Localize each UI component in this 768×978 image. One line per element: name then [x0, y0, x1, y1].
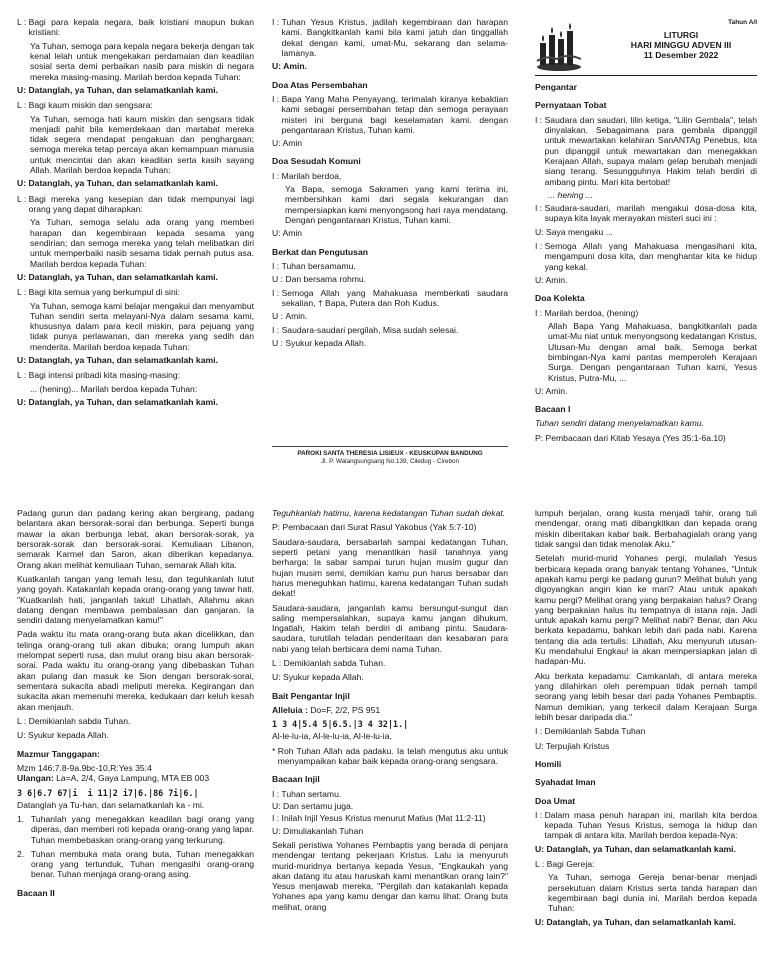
psalm-verse: 1. Tuhanlah yang menegakkan keadilan bagi orang yang diperas, dan memberi roti kepada orang-orang yang lapar. Tuhan membebaskan orang-orang yang terkurung. — [17, 813, 254, 845]
amen: U: Amin — [272, 228, 303, 239]
refrain-notation: 3 6|6.7 67|i i 11|2 i7|6.|86 7i|6.| — [17, 787, 199, 798]
collect-body: Allah Bapa Yang Mahakuasa, bangkitkanlah pada umat-Mu niat untuk menyongsong kedatangan Kristus, Utusan-Mu dengan amal baik. Semoga berkat bimbingan-Nya kami pantas memperoleh Kerajaan Surga. Dengan pengantaraan Tuhan kami, Yesus Kristus, Putra-Mu, ... — [548, 320, 757, 383]
section-heading-penitential: Pernyataan Tobat — [535, 100, 607, 111]
section-heading-collect: Doa Kolekta — [535, 293, 585, 304]
section-heading-blessing: Berkat dan Pengutusan — [272, 246, 368, 257]
petition-personal: L : Bagi intensi pribadi kita masing-masing: — [17, 370, 181, 381]
gospel-dialogue: U: Dan sertamu juga. — [272, 800, 354, 811]
response: U: Datanglah, ya Tuhan, dan selamatkanlah kami. — [17, 355, 218, 366]
closing-prayer: I : Tuhan Yesus Kristus, jadilah kegembiraan dan harapan kami. Bangkitkanlah kami bila kami jatuh dan tinggallah dekat dengan kami, umat-Mu, sekarang dan selama-lamanya. — [272, 17, 508, 58]
reading2-gospel-column — [272, 508, 508, 973]
gospel-paragraph: Setelah murid-murid Yohanes pergi, mulailah Yesus berbicara kepada orang banyak tentang Yohanes, "Untuk apakah kamu pergi ke padang gurun? Melihat buluh yang digoyangkan angin kian ke mari? Atau untuk apakah kamu pergi? Melihat orang yang berpakaian halus? Orang yang berpakaian halus itu tempatnya di istana raja. Jadi untuk apakah kamu pergi? Melihat nabi? Benar, dan Aku berkata kepadamu, bahkan lebih dari pada nabi. Karena tentang dia ada tertulis: Lihatlah, Aku menyuruh utusan-Ku mendahului Engkau! ia akan mempersiapkan jalan di hadapan-Mu. — [535, 553, 757, 667]
collect-invite: I : Marilah berdoa, (hening) — [535, 307, 639, 318]
liturgical-year: Tahun A/I — [728, 19, 757, 26]
petition-poor: L : Bagi kaum miskin dan sengsara: — [17, 100, 153, 111]
blessing-line: U : Syukur kepada Allah. — [272, 337, 367, 348]
alleluia-lyric: Al-le-lu-ia, Al-le-lu-ia, Al-le-lu-ia, — [272, 731, 392, 742]
reading-paragraph: Saudara-saudara, bersabarlah sampai kedatangan Tuhan, seperti petani yang menantikan hasil tanahnya yang berharga: Ia sabar sampai turun hujan musim gugur dan hujan musim semi, demikian kamu pun harus bersabar dan harus meneguhkan hatimu, karena kedatangan Tuhan sudah dekat! — [272, 536, 508, 599]
alleluia-line: Alleluia : Do=F, 2/2, PS 951 — [272, 705, 381, 715]
section-heading-prayers: Doa Umat — [535, 795, 576, 806]
reading-paragraph: Kuatkanlah tangan yang lemah lesu, dan teguhkanlah lutut yang goyah. Katakanlah kepada orang-orang yang tawar hati, "Kuatkanlah hati, janganlah takut! Lihatlah, Allahmu akan datang dengan membawa pembalasan dan ganjaran. Ia sendiri datang menyelamatkan kamu!" — [17, 573, 254, 626]
acclamation-verse: * Roh Tuhan Allah ada padaku. Ia telah mengutus aku untuk menyampaikan kabar baik kepada orang-orang sengsara. — [272, 745, 508, 767]
section-heading-communion: Doa Sesudah Komuni — [272, 156, 361, 167]
section-heading-reading2: Bacaan II — [17, 887, 55, 898]
psalm-reference: Mzm 146:7.8-9a.9bc-10,R:Yes 35:4 — [17, 762, 152, 773]
closing-rites-column — [272, 17, 508, 442]
petition-assembly: L : Bagi kita semua yang berkumpul di sini: — [17, 287, 181, 298]
gospel-paragraph: Aku berkata kepadamu: Camkanlah, di antara mereka yang dilahirkan oleh perempuan tidak pernah tampil seorang yang lebih besar dari pada Yohanes Pembaptis. Namun demikian, yang terkecil dalam Kerajaan Surga lebih besar daripada dia." — [535, 670, 757, 722]
reading-paragraph: Pada waktu itu mata orang-orang buta akan dicelikkan, dan telinga orang-orang tuli akan dibuka; orang lumpuh akan melompat seperti rusa, dan mulut orang bisu akan bersorak-sorai. Pada waktu itu orang-orang yang dibebaskan Tuhan akan pulang dan masuk ke Sion dengan bersorak-sorai, sementara sukacita abadi meliputi mereka. Kegirangan dan sukacita akan memenuhi mereka, kedukaan dan keluh kesah akan menjauh. — [17, 629, 254, 712]
section-heading-psalm: Mazmur Tanggapan: — [17, 748, 100, 759]
reading-paragraph: Padang gurun dan padang kering akan bergirang, padang belantara akan bersorak-sorai dan berbunga. Seperti bunga mawar ia akan berbunga lebat, akan bersorak-sorak, ya bersorak-sorak dan bersorak-sorai. Kemuliaan Libanon, semarak Karmel dan Saron, akan diberikan kepadanya. Orang akan melihat kemuliaan Tuhan, semarak Allah kita. — [17, 508, 254, 570]
psalm-verse: 2. Tuhan membuka mata orang buta, Tuhan menegakkan orang yang tertunduk, Tuhan mengasihi orang-orang benar. Tuhan menjaga orang-orang asing. — [17, 848, 254, 880]
response: U: Datanglah, ya Tuhan, dan selamatkanlah kami. — [535, 916, 736, 927]
gospel-paragraph: lumpuh berjalan, orang kusta menjadi tahir, orang tuli mendengar, orang mati dibangkitkan dan kepada orang miskin diberitakan kabar baik. Berbahagialah orang yang tidak sangsi dan tidak menolak Aku." — [535, 508, 757, 549]
communion-prayer-body: Ya Bapa, semoga Sakramen yang kami terima ini, membersihkan kami dari segala kekurangan dan mempersiapkan kami menyongsong hari raya mendatang. Dengan pengantaraan Kristus, Tuhan kami. — [285, 184, 508, 225]
blessing-line: U : Dan bersama rohmu. — [272, 274, 367, 285]
amen: U: Amin — [272, 138, 303, 149]
response: U: Datanglah, ya Tuhan, dan selamatkanlah kami. — [17, 178, 218, 189]
petition-body: Ya Tuhan, semoga selalu ada orang yang memberi harapan dan kegembiraan kepada sesama yang sendirian; dan semoga mereka yang telah melibatkan diri untuk memperbaiki nasib sesama tidak pernah putus asa. Marilah berdoa kepada Tuhan: — [30, 217, 254, 269]
section-heading-gospel-acclamation: Bait Pengantar Injil — [272, 690, 350, 701]
gospel-dialogue: I : Tuhan sertamu. — [272, 788, 342, 799]
communion-prayer: I : Marilah berdoa, — [272, 170, 342, 181]
response: U: Datanglah, ya Tuhan, dan selamatkanlah kami. — [17, 84, 218, 95]
amen: U: Amin. — [535, 385, 568, 396]
petition-church: L : Bagi Gereja: — [535, 859, 595, 870]
refrain-lyric: Datanglah ya Tu-han, dan selamatkanlah ka - mi. — [17, 799, 205, 810]
advent-candles-icon — [535, 17, 583, 72]
gospel-response: U: Terpujiah Kristus — [535, 740, 610, 751]
gospel-dialogue: I : Inilah Injil Yesus Kristus menurut Matius (Mat 11:2-11) — [272, 813, 486, 824]
reading1-psalm-column — [17, 508, 254, 973]
reading-close: L : Demikianlah sabda Tuhan. — [272, 658, 386, 669]
petition-lonely: L : Bagi mereka yang kesepian dan tidak mempunyai lagi orang yang dapat diharapkan: — [17, 193, 254, 214]
amen: U: Amin. — [272, 61, 308, 72]
penitential-intro: I : Saudara dan saudari, lilin ketiga, "Lilin Gembala", telah dinyalakan. Sebagaimana para gembala dipanggil untuk mewartakan kelahiran SanANTAg Penebus, kita pun dipanggil untuk mewartakan dan menegakkan Kerajaan Allah, supaya malam gelap berubah menjadi siang terang. Sesungguhnya Hakim telah berdiri di ambang pintu. Mari kita bertobat! — [535, 114, 757, 187]
gospel-paragraph: Sekali peristiwa Yohanes Pembaptis yang berada di penjara mendengar tentang pekerjaan Kristus. Lalu ia menyuruh murid-muridnya bertanya kepada Yesus, "Engkaukah yang akan datang itu atau haruskah kami menantikan orang lain?" Yesus menjawab mereka, "Pergilah dan katakanlah kepada Yohanes apa yang kamu dengar dan kamu lihat: Orang buta melihat, orang — [272, 839, 508, 912]
parish-name: PAROKI SANTA THERESIA LISIEUX - KEUSKUPAN BANDUNG — [297, 450, 483, 457]
refrain-line: Ulangan: La=A, 2/4, Gaya Lampung, MTA EB 003 — [17, 773, 210, 784]
reading-paragraph: Saudara-saudara, janganlah kamu bersungut-sungut dan saling mempersalahkan, supaya kamu jangan dihukum. Ingatlah, Hakim telah berdiri di ambang pintu. Saudara-saudara, turutilah teladan penderitaan dan kesabaran para nabi yang telah berbicara demi nama Tuhan. — [272, 602, 508, 654]
section-heading-reading1: Bacaan I — [535, 404, 571, 415]
parish-address: Jl. P. Walangsungsang No.139, Ciledug - Cirebon — [321, 457, 459, 465]
reading-theme: Tuhan sendiri datang menyelamatkan kamu. — [535, 418, 704, 429]
reading-theme: Teguhkanlah hatimu, karena kedatangan Tuhan sudah dekat. — [272, 508, 506, 518]
reading-reference: P: Pembacaan dari Surat Rasul Yakobus (Yak 5:7-10) — [272, 522, 477, 533]
gospel-prayers-column — [535, 508, 757, 973]
petition-body: Ya Tuhan, semoga hati kaum miskin dan sengsara tidak menjadi pahit bila kemerdekaan dan martabat mereka tidak segera mendapat pengakuan dan penghargaan; semoga mereka tetap percaya akan kemampuan manusia untuk mencintai dan akan keadilan serta kasih sayang Allah. Marilah berdoa kepada Tuhan: — [30, 113, 254, 176]
prayers-intro: I : Dalam masa penuh harapan ini, marilah kita berdoa kepada Tuhan Yesus Kristus, semoga la hidup dan tampak di antara kita. Marilah berdoa kepada-Nya: — [535, 809, 757, 841]
reading-reference: P: Pembacaan dari Kitab Yesaya (Yes 35:1-6a.10) — [535, 432, 726, 443]
confiteor: U: Saya mengaku ... — [535, 226, 613, 237]
parish-footer — [272, 446, 508, 465]
reading-close: L : Demikianlah sabda Tuhan. — [17, 715, 131, 726]
reading-response: U: Syukur kepada Allah. — [17, 730, 109, 741]
section-heading-offertory: Doa Atas Persembahan — [272, 79, 368, 90]
response: U: Datanglah, ya Tuhan, dan selamatkanlah kami. — [535, 843, 736, 854]
absolution: I : Semoga Allah yang Mahakuasa mengasihani kita, mengampuni dosa kita, dan menghantar kita ke hidup yang kekal. — [535, 241, 757, 272]
gospel-dialogue: U: Dimuliakanlah Tuhan — [272, 825, 364, 836]
petition-body: ... (hening)... Marilah berdoa kepada Tuhan: — [30, 383, 198, 394]
response: U: Datanglah, ya Tuhan, dan selamatkanlah kami. — [17, 271, 218, 282]
section-heading-homily: Homili — [535, 758, 562, 769]
petition-body: Ya Tuhan, semoga para kepala negara bekerja dengan tak kenal lelah untuk mengekakan perdamaian dan keadilan sosial serta demi perbaikan nasib para miskin di negara mereka masing-masing. Marilah berdoa kepada Tuhan: — [30, 40, 254, 82]
penitential-invite: I : Saudara-saudari, marilah mengakui dosa-dosa kita, supaya kita layak merayakan misteri suci ini : — [535, 203, 757, 224]
blessing-line: I : Tuhan bersamamu. — [272, 260, 356, 271]
page-title: LITURGI HARI MINGGU ADVEN III 11 Desember 2022 — [630, 30, 732, 61]
blessing-line: U : Amin. — [272, 311, 308, 322]
petition-leaders: L : Bagi para kepala negara, baik kristiani maupun bukan kristiani: — [17, 17, 254, 38]
section-heading-gospel: Bacaan Injil — [272, 774, 320, 785]
cover-header — [535, 17, 757, 76]
cover-column — [535, 17, 757, 477]
blessing-line: I : Semoga Allah yang Mahakuasa memberkati saudara sekalian, † Bapa, Putera dan Roh Kudus. — [272, 287, 508, 308]
prayers-column-top-left — [17, 17, 254, 477]
section-heading-intro: Pengantar — [535, 82, 578, 92]
gospel-close: I : Demikianlah Sabda Tuhan — [535, 726, 646, 737]
reading-response: U: Syukur kepada Allah. — [272, 672, 364, 683]
petition-body: Ya Tuhan, semoga kami belajar mengakui dan menyambut Tuhan sendiri serta melayani-Nya dalam sesama kami, khususnya dalam para kecil miskin, para pejuang yang tidak punya perlawanan, dan mereka yang sedih dan menderita. Marilah berdoa kepada Tuhan: — [30, 300, 254, 352]
blessing-line: I : Saudara-saudari pergilah, Misa sudah selesai. — [272, 324, 459, 335]
amen: U: Amin. — [535, 275, 568, 285]
petition-body: Ya Tuhan, semoga Gereja benar-benar menjadi persekutuan dalam Kristus serta tanda harapan dan kegembiraan bagi dunia ini. Marilah berdoa kepada Tuhan: — [548, 872, 757, 914]
offertory-prayer: I : Bapa Yang Maha Penyayang, terimalah kiranya kebaktian kami sebagai persembahan tetap dan semoga perayaan misteri ini berguna bagi keselamatan kami. dengan pengantaraan Kristus, Tuhan kami. — [272, 93, 508, 135]
section-heading-creed: Syahadat Iman — [535, 777, 596, 788]
alleluia-notation: 1 3 4|5.4 5|6.5.|3 4 32|1.| — [272, 719, 409, 730]
silence-note: ... hening ... — [548, 189, 593, 200]
response: U: Datanglah, ya Tuhan, dan selamatkanlah kami. — [17, 397, 218, 407]
